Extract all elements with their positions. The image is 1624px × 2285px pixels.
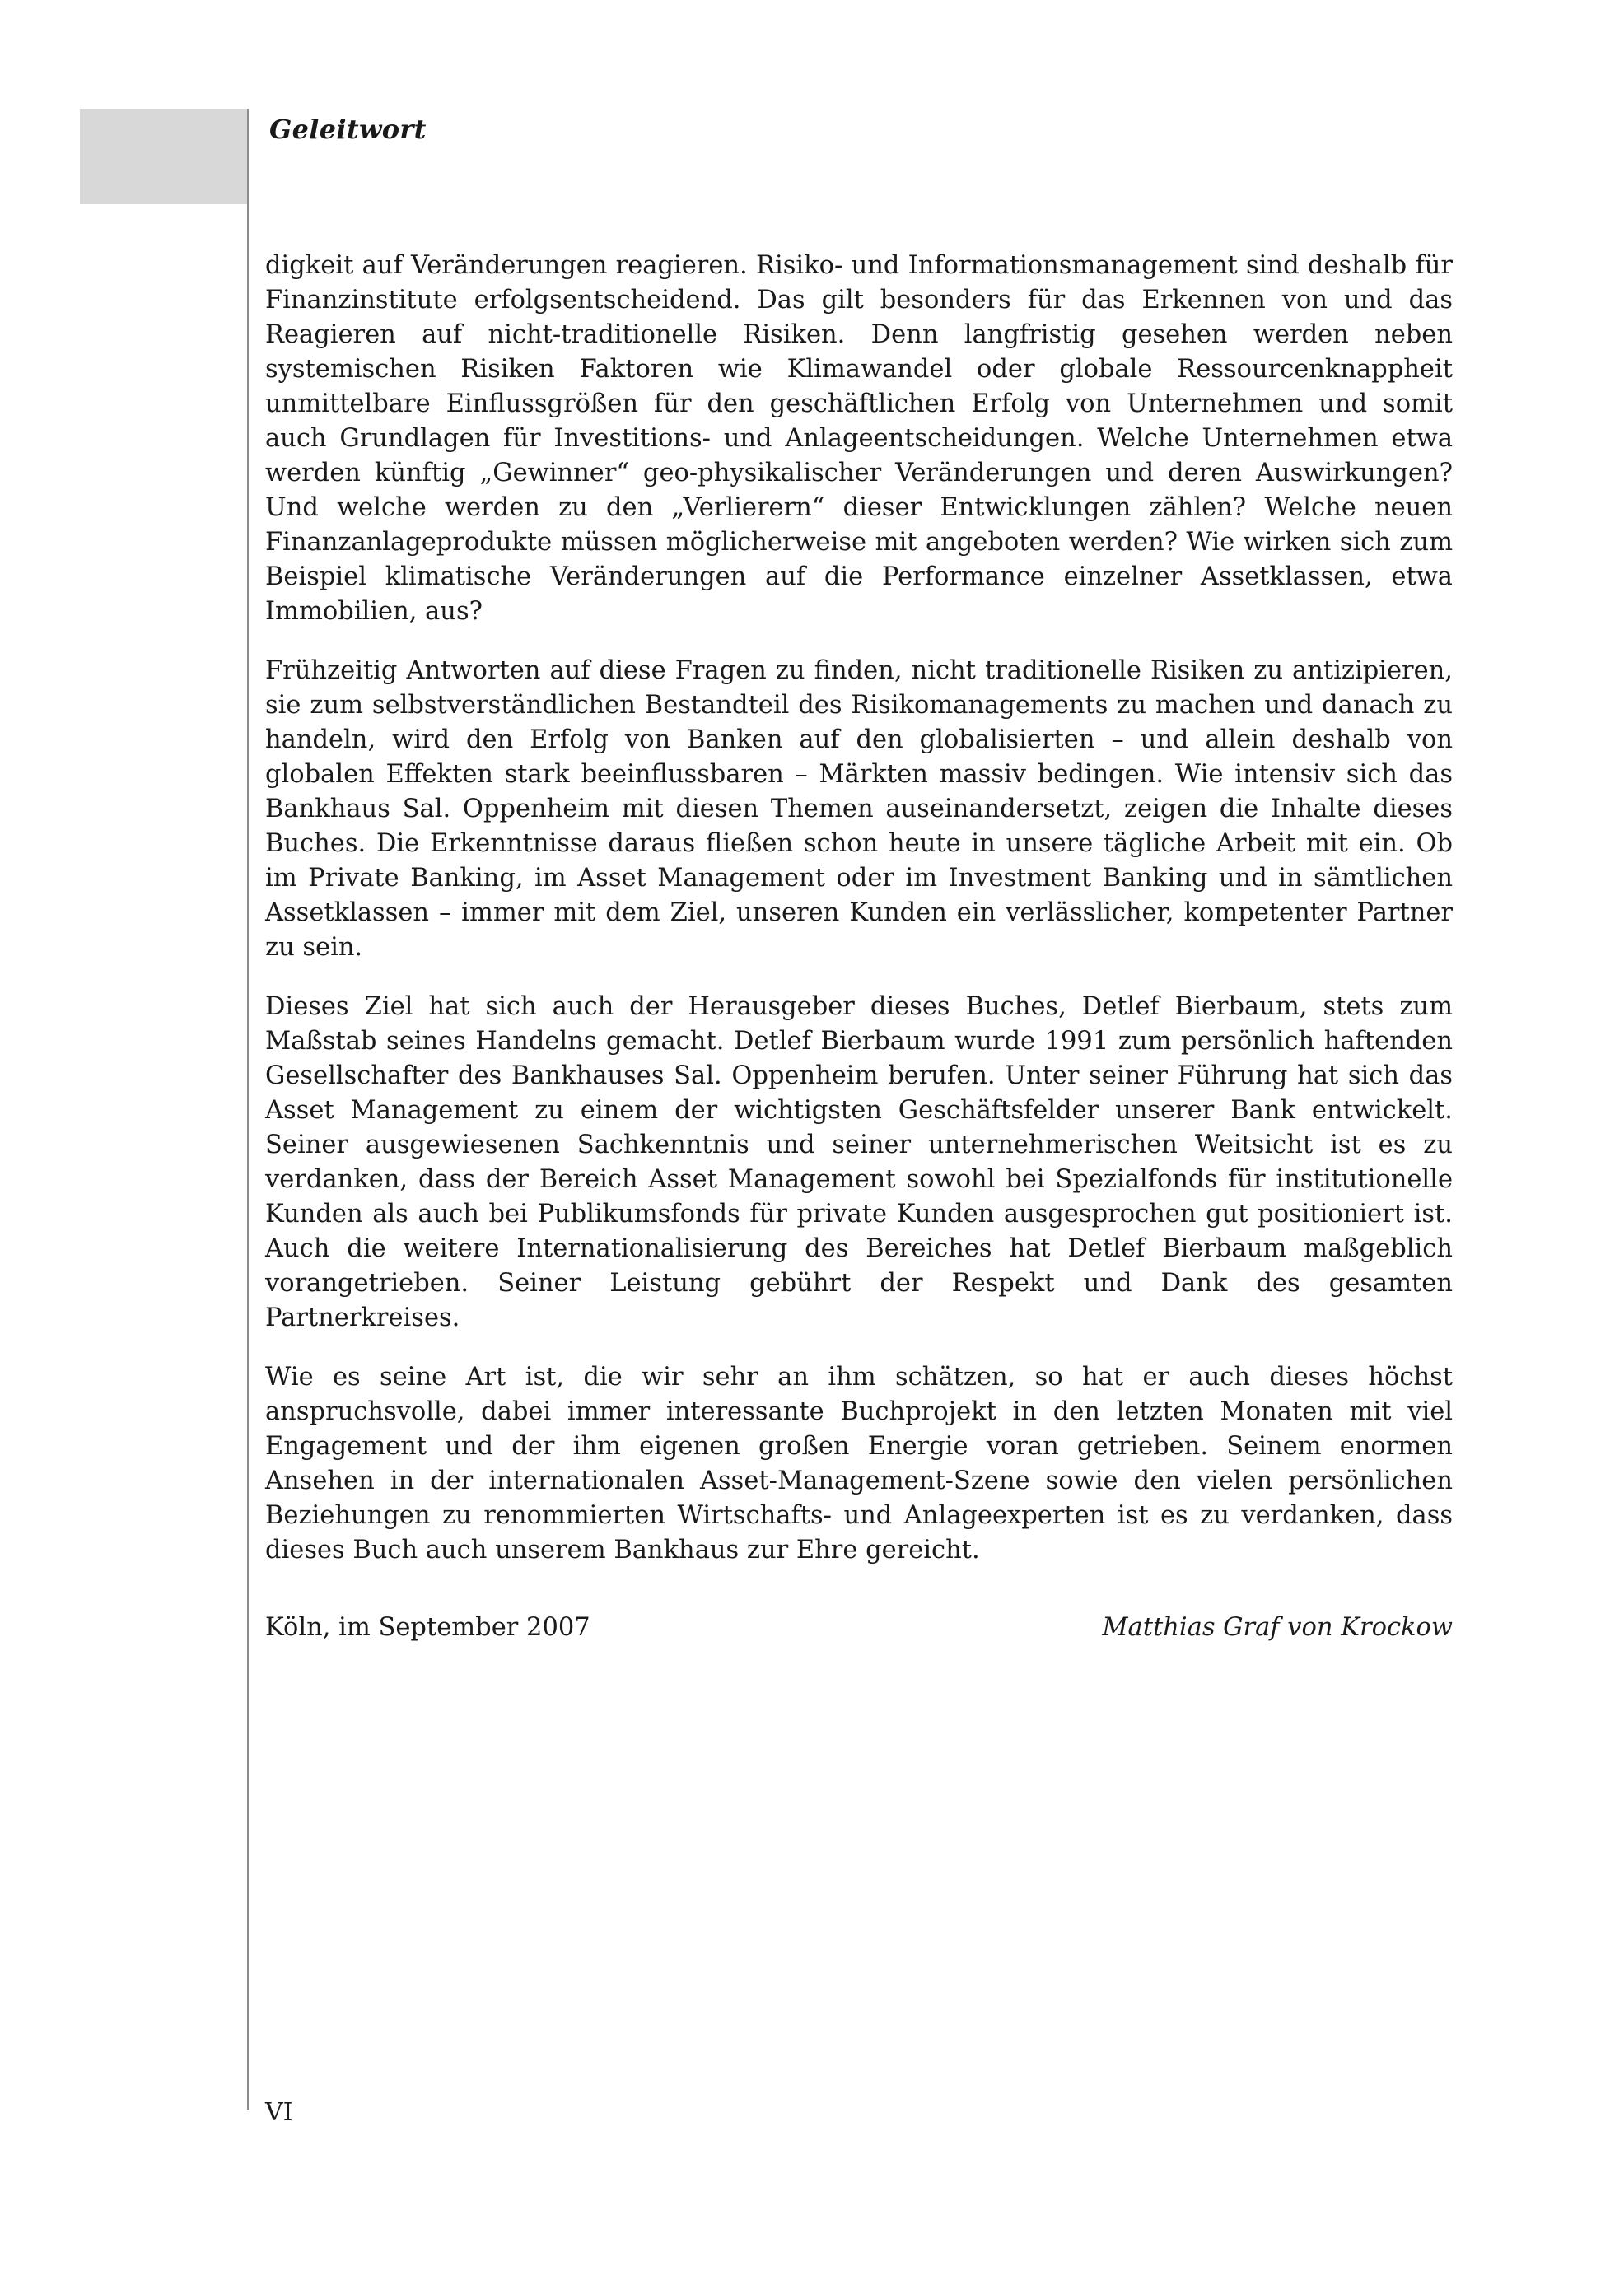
signature-row: [265, 1611, 1453, 1645]
author-signature: Matthias Graf von Krockow: [1102, 1613, 1453, 1642]
paragraph: Dieses Ziel hat sich auch der Herausgeber dieses Buches, Detlef Bierbaum, stets zum Maßstab seines Handelns gemacht. Detlef Bierbaum wurde 1991 zum persönlich haftenden Gesellschafter des Bankhauses Sal. Oppenheim berufen. Unter seiner Führung hat sich das Asset Management zu einem der wichtigsten Geschäftsfelder unserer Bank entwickelt. Seiner ausgewiesenen Sachkenntnis und seiner unternehmerischen Weitsicht ist es zu verdanken, dass der Bereich Asset Management sowohl bei Spezialfonds für institutionelle Kunden als auch bei Publikumsfonds für private Kunden ausgesprochen gut positioniert ist. Auch die weitere Internationalisierung des Bereiches hat Detlef Bierbaum maßgeblich vorangetrieben. Seiner Leistung gebührt der Respekt und Dank des gesamten Partnerkreises.: [265, 992, 1453, 1332]
running-header: Geleitwort: [269, 114, 427, 145]
page-number: VI: [265, 2098, 293, 2127]
margin-vertical-rule: [247, 109, 249, 2110]
margin-decoration-block: [80, 109, 248, 204]
paragraph: digkeit auf Veränderungen reagieren. Risiko- und Informationsmanagement sind deshalb für Finanzinstitute erfolgsentscheidend. Das gilt besonders für das Erkennen von und das Reagieren auf nicht-traditionelle Risiken. Denn langfristig gesehen werden neben systemischen Risiken Faktoren wie Klimawandel oder globale Ressourcenknappheit unmittelbare Einflussgrößen für den geschäftlichen Erfolg von Unternehmen und somit auch Grundlagen für Investitions- und Anlageentscheidungen. Welche Unternehmen etwa werden künftig „Gewinner“ geo-physikalischer Veränderungen und deren Auswirkungen? Und welche werden zu den „Verlierern“ dieser Entwicklungen zählen? Welche neuen Finanzanlageprodukte müssen möglicherweise mit angeboten werden? Wie wirken sich zum Beispiel klimatische Veränderungen auf die Performance einzelner Assetklassen, etwa Immobilien, aus?: [265, 251, 1453, 626]
paragraph: Wie es seine Art ist, die wir sehr an ihm schätzen, so hat er auch dieses höchst anspruchsvolle, dabei immer interessante Buchprojekt in den letzten Monaten mit viel Engagement und der ihm eigenen großen Energie voran getrieben. Seinem enormen Ansehen in der internationalen Asset-Management-Szene sowie den vielen persönlichen Beziehungen zu renommierten Wirtschafts- und Anlageexperten ist es zu verdanken, dass dieses Buch auch unserem Bankhaus zur Ehre gereicht.: [265, 1363, 1453, 1565]
place-and-date: Köln, im September 2007: [265, 1613, 590, 1642]
text-column: [265, 249, 1453, 1645]
paragraph: Frühzeitig Antworten auf diese Fragen zu finden, nicht traditionelle Risiken zu antizipieren, sie zum selbstverständlichen Bestandteil des Risikomanagements zu machen und danach zu handeln, wird den Erfolg von Banken auf den globalisierten – und allein deshalb von globalen Effekten stark beeinflussbaren – Märkten massiv bedingen. Wie intensiv sich das Bankhaus Sal. Oppenheim mit diesen Themen auseinandersetzt, zeigen die Inhalte dieses Buches. Die Erkenntnisse daraus fließen schon heute in unsere tägliche Arbeit mit ein. Ob im Private Banking, im Asset Management oder im Investment Banking und in sämtlichen Assetklassen – immer mit dem Ziel, unseren Kunden ein verlässlicher, kompetenter Partner zu sein.: [265, 656, 1453, 962]
